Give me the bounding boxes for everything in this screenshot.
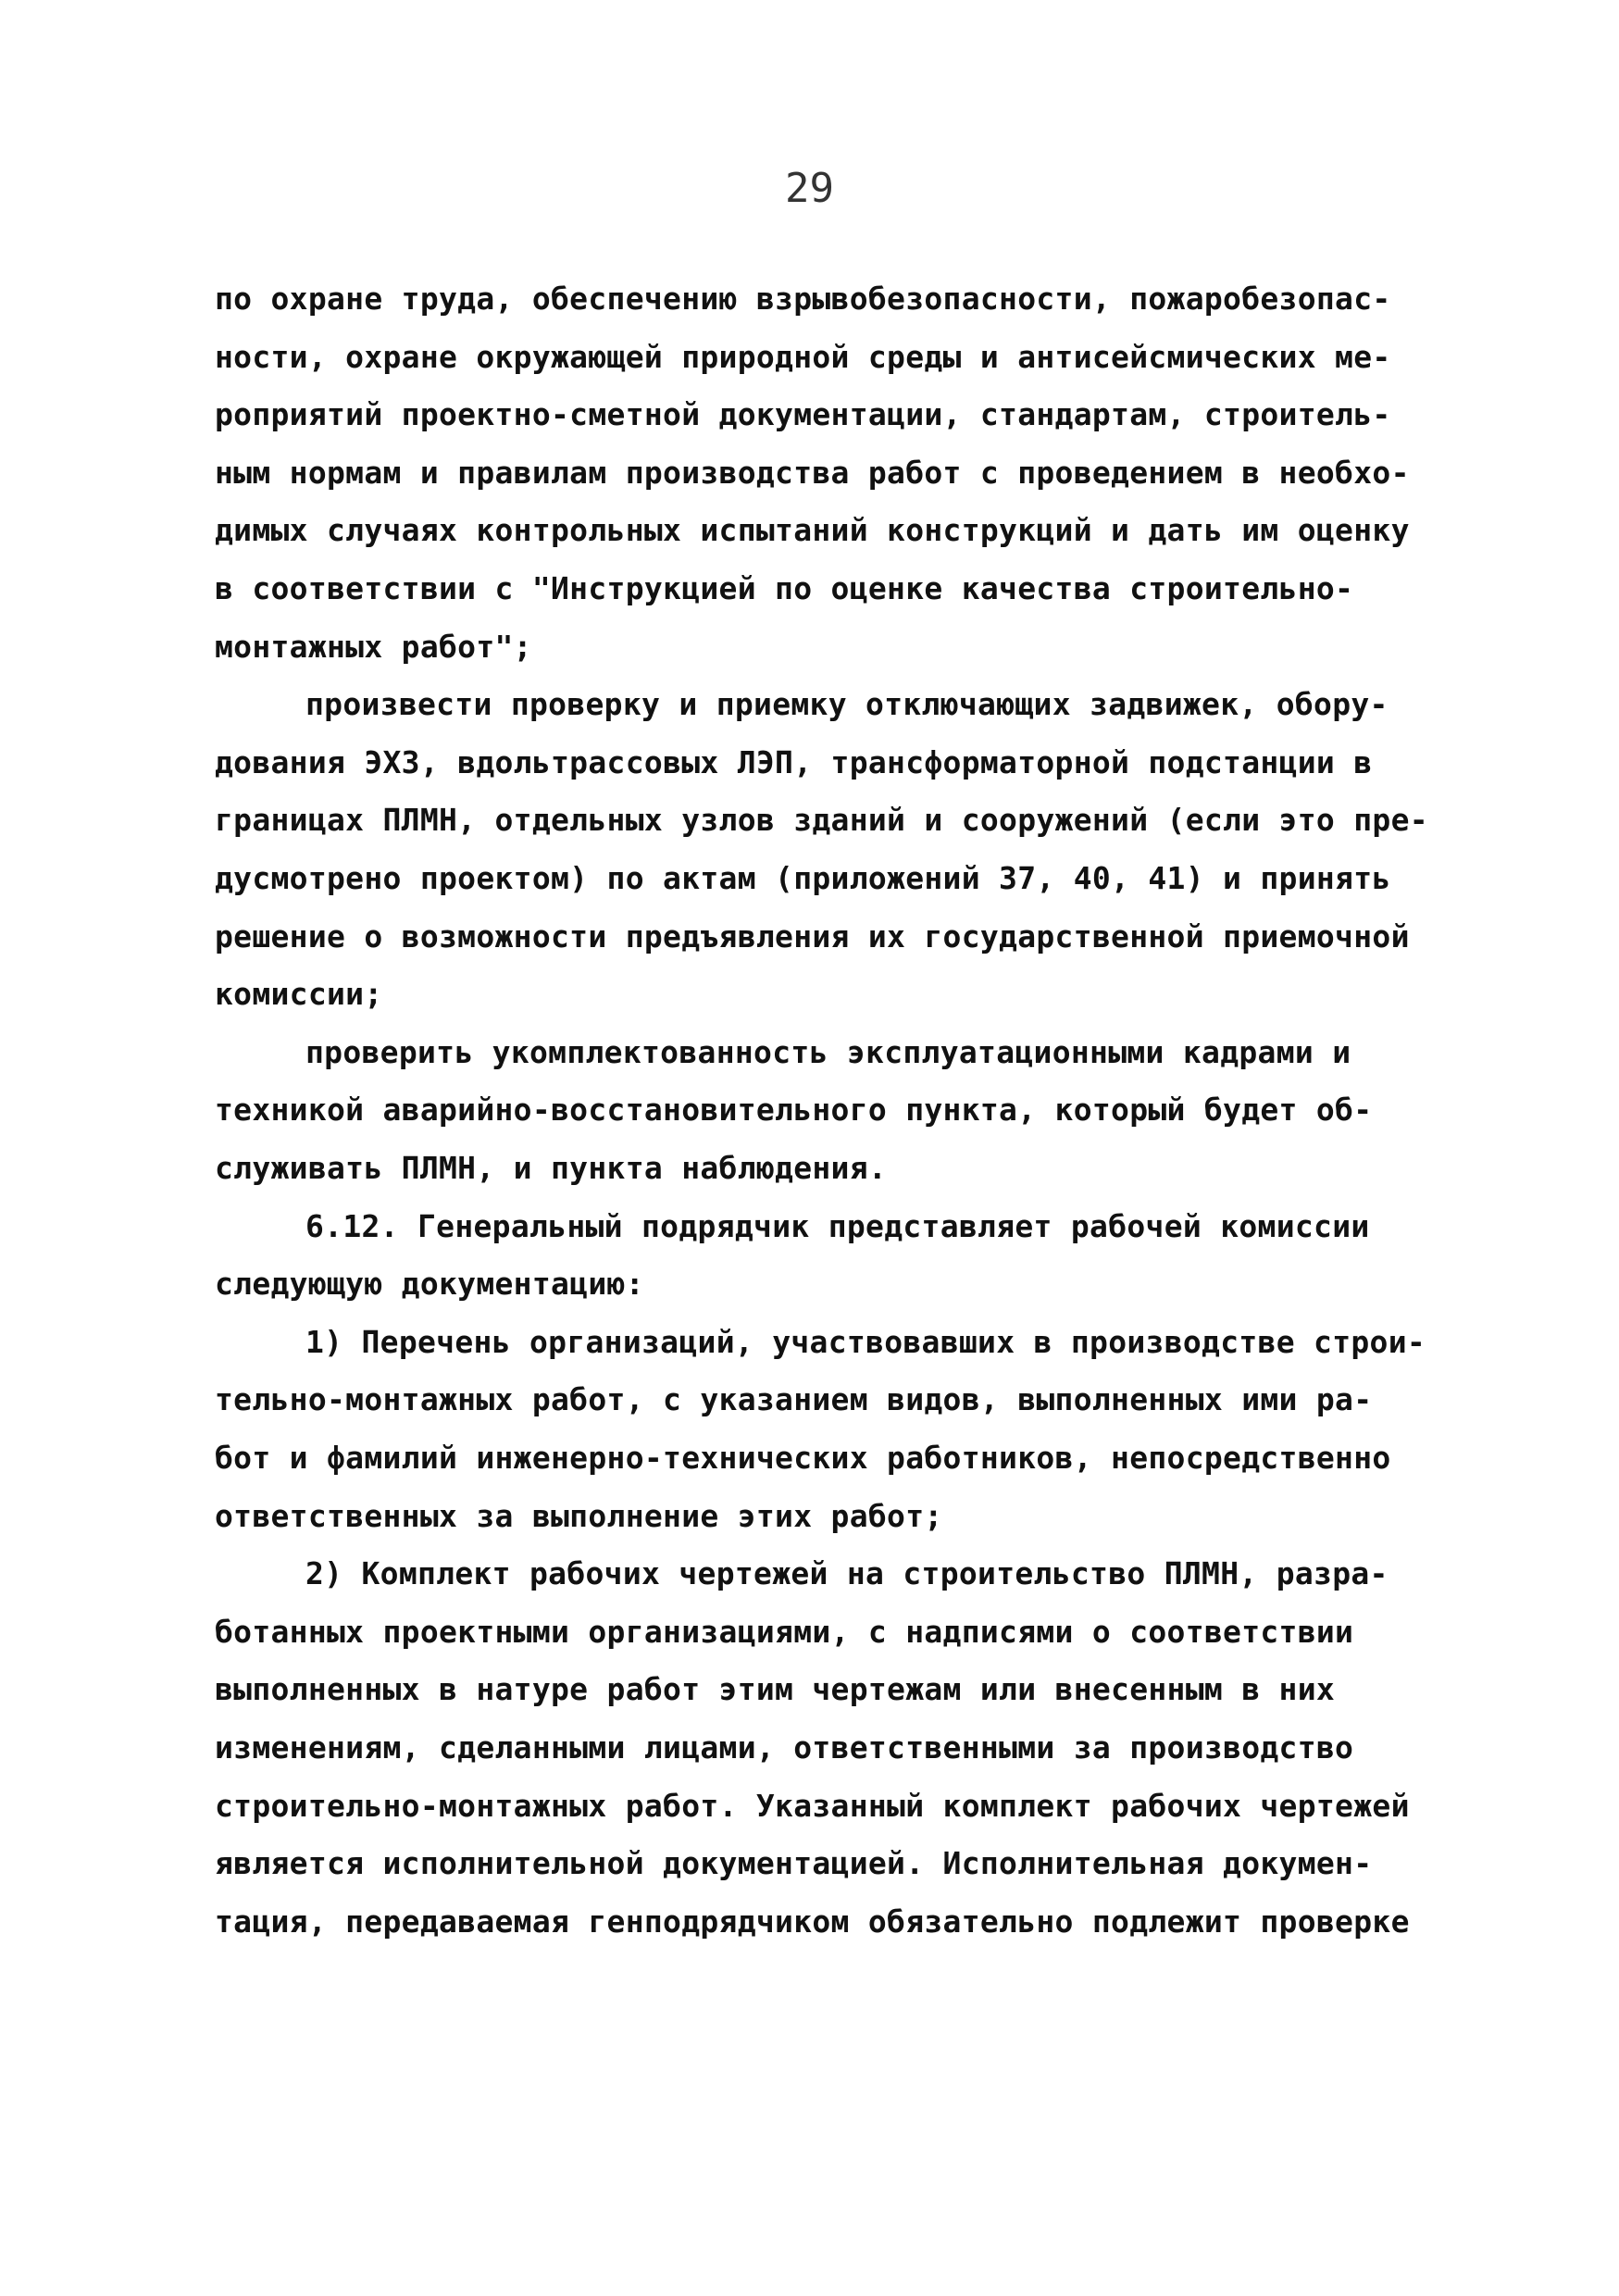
text-line: дусмотрено проектом) по актам (приложений 37, 40, 41) и принять <box>215 860 1391 896</box>
text-line: границах ПЛМН, отдельных узлов зданий и сооружений (если это пре- <box>215 802 1428 838</box>
text-line: проверить укомплектованность эксплуатационными кадрами и <box>305 1034 1351 1070</box>
text-line: ным нормам и правилам производства работ с проведением в необхо- <box>215 455 1410 491</box>
text-line: является исполнительной документацией. Исполнительная докумен- <box>215 1845 1373 1881</box>
text-line: выполненных в натуре работ этим чертежам или внесенным в них <box>215 1671 1336 1707</box>
text-line: 2) Комплект рабочих чертежей на строительство ПЛМН, разра- <box>305 1555 1389 1591</box>
text-line: техникой аварийно-восстановительного пункта, который будет об- <box>215 1092 1373 1128</box>
text-line: произвести проверку и приемку отключающих задвижек, обору- <box>305 686 1389 722</box>
text-line: ности, охране окружающей природной среды и антисейсмических ме- <box>215 339 1391 375</box>
page-number: 29 <box>785 165 834 212</box>
text-line: тация, передаваемая генподрядчиком обязательно подлежит проверке <box>215 1903 1410 1940</box>
text-line: 6.12. Генеральный подрядчик представляет рабочей комиссии <box>305 1208 1370 1244</box>
text-line: роприятий проектно-сметной документации, стандартам, строитель- <box>215 396 1391 432</box>
text-line: 1) Перечень организаций, участвовавших в производстве строи- <box>305 1324 1426 1360</box>
text-line: димых случаях контрольных испытаний конструкций и дать им оценку <box>215 512 1410 548</box>
text-line: изменениям, сделанными лицами, ответственными за производство <box>215 1729 1354 1766</box>
text-line: решение о возможности предъявления их государственной приемочной <box>215 918 1410 955</box>
text-line: по охране труда, обеспечению взрывобезопасности, пожаробезопас- <box>215 281 1391 317</box>
text-line: тельно-монтажных работ, с указанием видов, выполненных ими ра- <box>215 1381 1373 1417</box>
text-line: бот и фамилий инженерно-технических работников, непосредственно <box>215 1440 1391 1476</box>
text-line: служивать ПЛМН, и пункта наблюдения. <box>215 1150 888 1186</box>
text-line: в соответствии с "Инструкцией по оценке качества строительно- <box>215 570 1354 606</box>
text-line: следующую документацию: <box>215 1266 644 1302</box>
text-line: монтажных работ"; <box>215 629 532 665</box>
text-line: комиссии; <box>215 976 383 1012</box>
text-line: ботанных проектными организациями, с надписями о соответствии <box>215 1614 1354 1650</box>
text-line: дования ЭХЗ, вдольтрассовых ЛЭП, трансформаторной подстанции в <box>215 744 1373 780</box>
text-line: ответственных за выполнение этих работ; <box>215 1498 943 1534</box>
text-line: строительно-монтажных работ. Указанный комплект рабочих чертежей <box>215 1788 1410 1824</box>
